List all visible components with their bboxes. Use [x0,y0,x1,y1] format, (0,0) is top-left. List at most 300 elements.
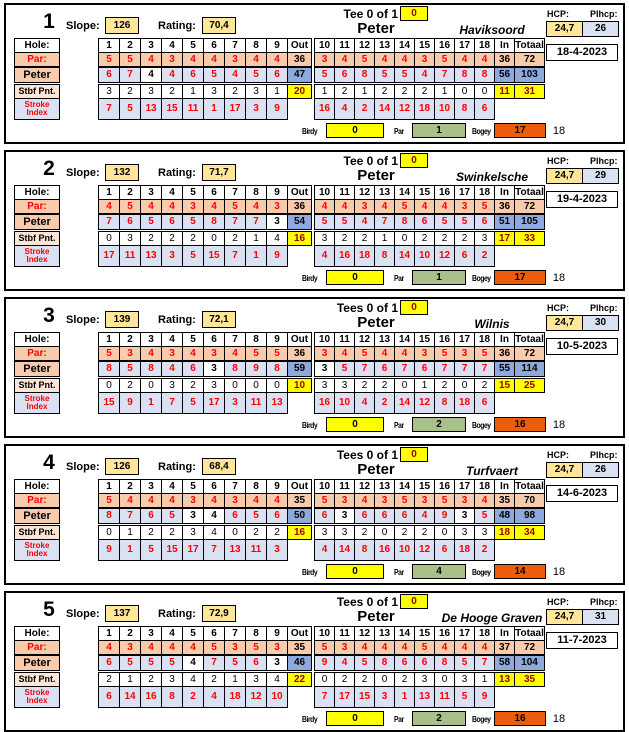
tee-value[interactable]: 0 [400,153,428,168]
stroke-index-cell[interactable]: 9 [266,98,288,120]
par-cell[interactable]: 5 [119,199,141,214]
bogey-count[interactable]: 17 [494,123,546,138]
stroke-index-cell[interactable]: 17 [98,245,120,267]
stroke-index-cell[interactable]: 8 [161,686,183,708]
stableford-cell[interactable]: 0 [140,378,162,393]
par-cell[interactable]: 5 [203,640,225,655]
stableford-cell[interactable]: 3 [314,378,335,393]
par-cell[interactable]: 4 [140,52,162,67]
stableford-cell[interactable]: 1 [414,378,435,393]
bogey-count[interactable]: 17 [494,270,546,285]
stroke-index-cell[interactable]: 16 [314,392,335,414]
par-cell[interactable]: 4 [334,52,355,67]
rating-value[interactable]: 72,1 [202,311,236,328]
score-cell[interactable]: 6 [224,508,246,524]
stroke-index-cell[interactable]: 11 [434,686,455,708]
course-name[interactable]: Swinkelsche [455,170,529,184]
score-cell[interactable]: 8 [140,361,162,377]
birdy-count[interactable]: 0 [326,270,384,285]
stroke-index-cell[interactable]: 14 [334,539,355,561]
stroke-index-cell[interactable]: 16 [334,245,355,267]
stroke-index-cell[interactable]: 9 [266,245,288,267]
stableford-cell[interactable]: 3 [203,378,225,393]
stableford-cell[interactable]: 0 [434,672,455,687]
par-cell[interactable]: 5 [98,52,120,67]
score-cell[interactable]: 3 [203,361,225,377]
stableford-cell[interactable]: 0 [98,525,120,540]
par-cell[interactable]: 3 [454,346,475,361]
stroke-index-cell[interactable]: 11 [245,392,267,414]
stroke-index-cell[interactable]: 8 [454,98,475,120]
rating-value[interactable]: 72,9 [202,605,236,622]
stableford-cell[interactable]: 4 [266,672,288,687]
tee-value[interactable]: 0 [400,6,428,21]
stableford-cell[interactable]: 2 [245,525,267,540]
stableford-cell[interactable]: 1 [245,231,267,246]
score-cell[interactable]: 6 [414,655,435,671]
score-cell[interactable]: 6 [354,508,375,524]
stableford-cell[interactable]: 3 [161,672,183,687]
stableford-cell[interactable]: 2 [394,672,415,687]
stableford-cell[interactable]: 0 [454,84,475,99]
par-count[interactable]: 1 [412,123,466,138]
stroke-index-cell[interactable]: 15 [161,98,183,120]
stableford-cell[interactable]: 3 [140,84,162,99]
score-cell[interactable]: 8 [98,508,120,524]
score-cell[interactable]: 7 [434,67,455,83]
stableford-cell[interactable]: 2 [434,231,455,246]
par-cell[interactable]: 4 [394,640,415,655]
stableford-cell[interactable]: 3 [334,525,355,540]
par-cell[interactable]: 3 [182,199,204,214]
score-cell[interactable]: 6 [161,214,183,230]
score-cell[interactable]: 7 [474,361,495,377]
stableford-cell[interactable]: 1 [119,672,141,687]
stroke-index-cell[interactable]: 1 [394,686,415,708]
stableford-cell[interactable]: 0 [474,84,495,99]
stroke-index-cell[interactable]: 16 [140,686,162,708]
score-cell[interactable]: 4 [414,67,435,83]
stableford-cell[interactable]: 0 [203,231,225,246]
score-cell[interactable]: 5 [140,214,162,230]
par-cell[interactable]: 4 [203,493,225,508]
stroke-index-cell[interactable]: 7 [98,98,120,120]
rating-value[interactable]: 71,7 [202,164,236,181]
stableford-cell[interactable]: 0 [454,378,475,393]
par-count[interactable]: 2 [412,711,466,726]
birdy-count[interactable]: 0 [326,123,384,138]
stroke-index-cell[interactable]: 3 [245,98,267,120]
score-cell[interactable]: 8 [474,67,495,83]
score-cell[interactable]: 5 [245,67,267,83]
stroke-index-cell[interactable]: 5 [182,245,204,267]
par-cell[interactable]: 4 [182,52,204,67]
par-cell[interactable]: 4 [119,493,141,508]
stableford-cell[interactable]: 2 [354,378,375,393]
par-cell[interactable]: 5 [354,346,375,361]
stroke-index-cell[interactable]: 5 [182,392,204,414]
score-cell[interactable]: 7 [354,361,375,377]
par-cell[interactable]: 4 [374,640,395,655]
stableford-cell[interactable]: 1 [224,672,246,687]
score-cell[interactable]: 6 [394,508,415,524]
score-cell[interactable]: 6 [334,67,355,83]
slope-value[interactable]: 126 [105,458,139,475]
par-cell[interactable]: 4 [266,52,288,67]
stableford-cell[interactable]: 2 [161,525,183,540]
stableford-cell[interactable]: 4 [203,525,225,540]
stableford-cell[interactable]: 2 [434,378,455,393]
course-name[interactable]: Wilnis [474,317,510,331]
score-cell[interactable]: 7 [98,214,120,230]
stroke-index-cell[interactable]: 6 [98,686,120,708]
hcp-value[interactable]: 24,7 [546,21,583,37]
score-cell[interactable]: 8 [434,655,455,671]
stroke-index-cell[interactable]: 4 [203,686,225,708]
stroke-index-cell[interactable]: 5 [140,539,162,561]
stableford-cell[interactable]: 2 [414,84,435,99]
par-cell[interactable]: 5 [98,493,120,508]
score-cell[interactable]: 3 [334,508,355,524]
plhcp-value[interactable]: 30 [582,315,619,331]
plhcp-value[interactable]: 29 [582,168,619,184]
player-name[interactable]: Peter [357,314,395,331]
par-cell[interactable]: 4 [454,52,475,67]
par-cell[interactable]: 4 [98,640,120,655]
score-cell[interactable]: 6 [182,67,204,83]
par-cell[interactable]: 3 [161,346,183,361]
par-cell[interactable]: 4 [374,199,395,214]
stroke-index-cell[interactable]: 1 [119,539,141,561]
par-cell[interactable]: 4 [474,493,495,508]
score-cell[interactable]: 4 [414,508,435,524]
score-cell[interactable]: 7 [119,67,141,83]
par-cell[interactable]: 4 [266,493,288,508]
stableford-cell[interactable]: 0 [374,525,395,540]
score-cell[interactable]: 5 [434,214,455,230]
stroke-index-cell[interactable]: 6 [454,245,475,267]
stableford-cell[interactable]: 2 [414,525,435,540]
stableford-cell[interactable]: 2 [394,84,415,99]
stableford-cell[interactable]: 0 [434,525,455,540]
stroke-index-cell[interactable]: 15 [98,392,120,414]
par-cell[interactable]: 5 [354,52,375,67]
stroke-index-cell[interactable]: 13 [140,98,162,120]
score-cell[interactable]: 5 [374,67,395,83]
stroke-index-cell[interactable]: 9 [119,392,141,414]
stroke-index-cell[interactable]: 2 [374,392,395,414]
score-cell[interactable]: 8 [203,214,225,230]
stableford-cell[interactable]: 3 [454,525,475,540]
stableford-cell[interactable]: 2 [203,672,225,687]
stableford-cell[interactable]: 2 [140,525,162,540]
par-count[interactable]: 4 [412,564,466,579]
score-cell[interactable]: 5 [354,655,375,671]
stableford-cell[interactable]: 4 [266,231,288,246]
par-cell[interactable]: 4 [454,640,475,655]
par-cell[interactable]: 3 [119,346,141,361]
stroke-index-cell[interactable]: 7 [161,392,183,414]
stableford-cell[interactable]: 2 [119,84,141,99]
stroke-index-cell[interactable]: 18 [354,245,375,267]
par-cell[interactable]: 3 [266,640,288,655]
stableford-cell[interactable]: 3 [161,378,183,393]
slope-value[interactable]: 126 [105,17,139,34]
stableford-cell[interactable]: 2 [414,231,435,246]
par-cell[interactable]: 3 [454,493,475,508]
score-cell[interactable]: 5 [454,655,475,671]
stableford-cell[interactable]: 2 [161,84,183,99]
par-cell[interactable]: 4 [161,640,183,655]
par-cell[interactable]: 3 [414,493,435,508]
stroke-index-cell[interactable]: 10 [414,245,435,267]
stroke-index-cell[interactable]: 18 [224,686,246,708]
stroke-index-cell[interactable]: 4 [354,392,375,414]
stableford-cell[interactable]: 3 [334,378,355,393]
stableford-cell[interactable]: 2 [354,525,375,540]
score-cell[interactable]: 4 [161,67,183,83]
slope-value[interactable]: 139 [105,311,139,328]
score-cell[interactable]: 5 [334,361,355,377]
stroke-index-cell[interactable]: 17 [224,98,246,120]
par-cell[interactable]: 4 [161,199,183,214]
stroke-index-cell[interactable]: 18 [414,98,435,120]
score-cell[interactable]: 5 [245,508,267,524]
stableford-cell[interactable]: 3 [245,672,267,687]
score-cell[interactable]: 6 [140,508,162,524]
stroke-index-cell[interactable]: 10 [434,98,455,120]
score-cell[interactable]: 3 [454,508,475,524]
par-count[interactable]: 2 [412,417,466,432]
stroke-index-cell[interactable]: 8 [434,392,455,414]
course-name[interactable]: Turfvaert [466,464,518,478]
bogey-count[interactable]: 14 [494,564,546,579]
par-cell[interactable]: 3 [334,493,355,508]
tee-value[interactable]: 0 [400,447,428,462]
stroke-index-cell[interactable]: 15 [354,686,375,708]
par-cell[interactable]: 5 [474,199,495,214]
stroke-index-cell[interactable]: 13 [224,539,246,561]
par-cell[interactable]: 4 [314,199,335,214]
score-cell[interactable]: 3 [314,361,335,377]
stableford-cell[interactable]: 1 [119,525,141,540]
course-name[interactable]: Haviksoord [459,23,525,37]
stableford-cell[interactable]: 2 [334,231,355,246]
par-cell[interactable]: 4 [98,199,120,214]
par-cell[interactable]: 3 [354,199,375,214]
stableford-cell[interactable]: 4 [182,672,204,687]
stableford-cell[interactable]: 2 [98,672,120,687]
par-count[interactable]: 1 [412,270,466,285]
score-cell[interactable]: 5 [161,655,183,671]
stroke-index-cell[interactable]: 11 [119,245,141,267]
score-cell[interactable]: 4 [140,67,162,83]
stroke-index-cell[interactable]: 14 [394,392,415,414]
stableford-cell[interactable]: 0 [98,378,120,393]
par-cell[interactable]: 4 [245,493,267,508]
score-cell[interactable]: 8 [394,214,415,230]
stroke-index-cell[interactable]: 8 [374,245,395,267]
score-cell[interactable]: 3 [266,655,288,671]
stroke-index-cell[interactable]: 3 [161,245,183,267]
stroke-index-cell[interactable]: 13 [140,245,162,267]
score-cell[interactable]: 5 [454,214,475,230]
par-cell[interactable]: 5 [245,346,267,361]
stableford-cell[interactable]: 3 [414,672,435,687]
par-cell[interactable]: 5 [394,199,415,214]
par-cell[interactable]: 3 [414,52,435,67]
stableford-cell[interactable]: 1 [434,84,455,99]
par-cell[interactable]: 4 [394,346,415,361]
par-cell[interactable]: 4 [245,199,267,214]
score-cell[interactable]: 7 [474,655,495,671]
par-cell[interactable]: 5 [314,640,335,655]
par-cell[interactable]: 3 [203,346,225,361]
stableford-cell[interactable]: 3 [314,525,335,540]
stableford-cell[interactable]: 2 [474,378,495,393]
par-cell[interactable]: 5 [394,493,415,508]
score-cell[interactable]: 7 [245,214,267,230]
stroke-index-cell[interactable]: 16 [314,98,335,120]
stroke-index-cell[interactable]: 10 [394,539,415,561]
stableford-cell[interactable]: 3 [474,231,495,246]
stroke-index-cell[interactable]: 1 [140,392,162,414]
stroke-index-cell[interactable]: 14 [119,686,141,708]
par-cell[interactable]: 3 [224,640,246,655]
stroke-index-cell[interactable]: 2 [182,686,204,708]
stroke-index-cell[interactable]: 2 [474,245,495,267]
score-cell[interactable]: 4 [182,655,204,671]
stableford-cell[interactable]: 1 [354,84,375,99]
stroke-index-cell[interactable]: 18 [454,539,475,561]
date-value[interactable]: 19-4-2023 [546,191,618,208]
score-cell[interactable]: 5 [119,655,141,671]
stroke-index-cell[interactable]: 14 [394,245,415,267]
par-cell[interactable]: 4 [140,346,162,361]
par-cell[interactable]: 5 [434,52,455,67]
stroke-index-cell[interactable]: 12 [414,392,435,414]
stableford-cell[interactable]: 0 [394,378,415,393]
stroke-index-cell[interactable]: 2 [354,98,375,120]
stableford-cell[interactable]: 2 [354,672,375,687]
score-cell[interactable]: 3 [266,214,288,230]
stroke-index-cell[interactable]: 9 [98,539,120,561]
score-cell[interactable]: 4 [161,361,183,377]
plhcp-value[interactable]: 26 [582,462,619,478]
player-name[interactable]: Peter [357,20,395,37]
stroke-index-cell[interactable]: 15 [161,539,183,561]
par-cell[interactable]: 5 [119,52,141,67]
par-cell[interactable]: 4 [140,640,162,655]
stableford-cell[interactable]: 2 [374,378,395,393]
stroke-index-cell[interactable]: 13 [266,392,288,414]
par-cell[interactable]: 4 [374,52,395,67]
par-cell[interactable]: 4 [374,346,395,361]
stableford-cell[interactable]: 0 [245,378,267,393]
score-cell[interactable]: 4 [203,508,225,524]
score-cell[interactable]: 7 [374,214,395,230]
par-cell[interactable]: 3 [224,52,246,67]
player-name[interactable]: Peter [357,167,395,184]
par-cell[interactable]: 3 [454,199,475,214]
par-cell[interactable]: 4 [434,640,455,655]
score-cell[interactable]: 6 [374,361,395,377]
stableford-cell[interactable]: 2 [266,525,288,540]
par-cell[interactable]: 3 [182,493,204,508]
date-value[interactable]: 18-4-2023 [546,44,618,61]
score-cell[interactable]: 8 [454,67,475,83]
par-cell[interactable]: 3 [314,52,335,67]
stableford-cell[interactable]: 2 [182,231,204,246]
score-cell[interactable]: 6 [98,655,120,671]
par-cell[interactable]: 5 [434,493,455,508]
par-cell[interactable]: 3 [314,346,335,361]
plhcp-value[interactable]: 26 [582,21,619,37]
par-cell[interactable]: 4 [182,640,204,655]
score-cell[interactable]: 4 [354,214,375,230]
par-cell[interactable]: 4 [414,199,435,214]
stableford-cell[interactable]: 2 [182,378,204,393]
stroke-index-cell[interactable]: 6 [434,539,455,561]
stroke-index-cell[interactable]: 17 [203,392,225,414]
birdy-count[interactable]: 0 [326,417,384,432]
par-cell[interactable]: 4 [140,199,162,214]
stroke-index-cell[interactable]: 18 [454,392,475,414]
date-value[interactable]: 11-7-2023 [546,632,618,649]
par-cell[interactable]: 3 [224,493,246,508]
stableford-cell[interactable]: 0 [98,231,120,246]
par-cell[interactable]: 3 [334,640,355,655]
stableford-cell[interactable]: 3 [314,231,335,246]
score-cell[interactable]: 7 [454,361,475,377]
par-cell[interactable]: 3 [414,346,435,361]
score-cell[interactable]: 6 [474,214,495,230]
stableford-cell[interactable]: 1 [182,84,204,99]
score-cell[interactable]: 5 [140,655,162,671]
score-cell[interactable]: 5 [224,655,246,671]
stroke-index-cell[interactable]: 9 [474,686,495,708]
stroke-index-cell[interactable]: 4 [334,98,355,120]
date-value[interactable]: 14-6-2023 [546,485,618,502]
slope-value[interactable]: 137 [105,605,139,622]
stroke-index-cell[interactable]: 12 [414,539,435,561]
score-cell[interactable]: 6 [374,508,395,524]
par-cell[interactable]: 4 [434,199,455,214]
score-cell[interactable]: 6 [266,508,288,524]
par-cell[interactable]: 5 [266,346,288,361]
stroke-index-cell[interactable]: 6 [474,392,495,414]
score-cell[interactable]: 6 [98,67,120,83]
stroke-index-cell[interactable]: 11 [245,539,267,561]
tee-value[interactable]: 0 [400,594,428,609]
par-cell[interactable]: 4 [203,52,225,67]
par-cell[interactable]: 4 [245,52,267,67]
par-cell[interactable]: 5 [314,493,335,508]
stableford-cell[interactable]: 2 [140,672,162,687]
stableford-cell[interactable]: 0 [374,672,395,687]
stroke-index-cell[interactable]: 7 [203,539,225,561]
stableford-cell[interactable]: 2 [374,84,395,99]
score-cell[interactable]: 9 [434,508,455,524]
score-cell[interactable]: 9 [245,361,267,377]
par-cell[interactable]: 4 [182,346,204,361]
date-value[interactable]: 10-5-2023 [546,338,618,355]
score-cell[interactable]: 5 [314,214,335,230]
score-cell[interactable]: 6 [266,67,288,83]
par-cell[interactable]: 3 [374,493,395,508]
score-cell[interactable]: 5 [203,67,225,83]
stroke-index-cell[interactable]: 8 [354,539,375,561]
